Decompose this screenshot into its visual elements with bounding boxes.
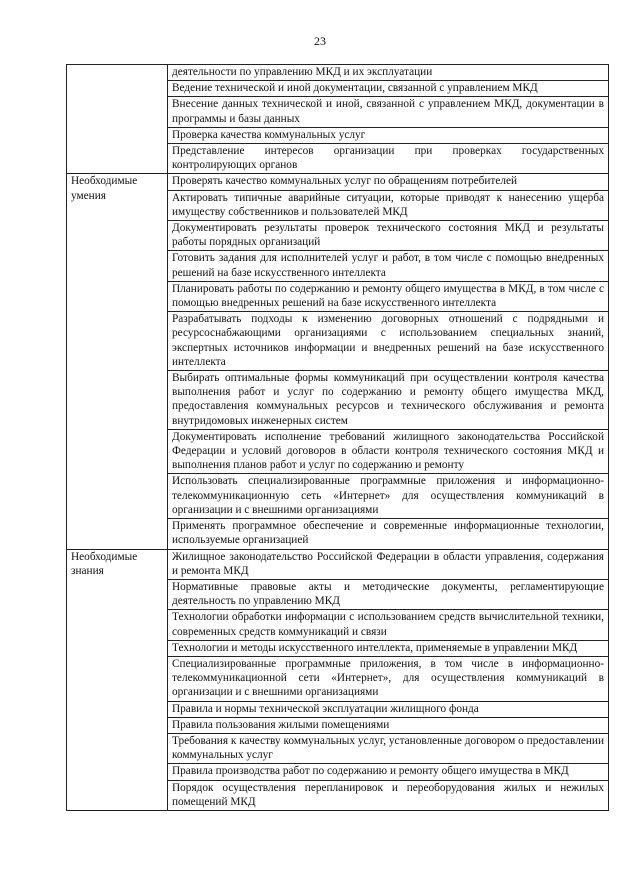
requirement-item: Технологии и методы искусственного интеллекта, применяемые в управлении МКД [168,640,609,656]
requirement-item: Проверка качества коммунальных услуг [168,127,609,143]
requirements-table-body [67,65,609,811]
requirement-item: Правила пользования жилыми помещениями [168,717,609,733]
requirement-item: Порядок осуществления перепланировок и переоборудования жилых и нежилых помещений МКД [168,780,609,810]
requirement-item: Использовать специализированные программные приложения и информационно-телекоммуникационную сеть «Интернет» для осуществления коммуникаций в организации и с внешними организациями [168,474,609,519]
requirement-item: Жилищное законодательство Российской Федерации в области управления, содержания и ремонта МКД [168,549,609,579]
requirement-item: Требования к качеству коммунальных услуг, установленные договором о предоставлении коммунальных услуг [168,733,609,763]
requirement-item: Выбирать оптимальные формы коммуникаций при осуществлении контроля качества выполнения работ и услуг по содержанию и ремонту общего имущества МКД, предоставления коммунальных ресурсов и технического обслуживания и ремонта внутридомовых инженерных систем [168,371,609,430]
requirement-item: Представление интересов организации при проверках государственных контролирующих органов [168,144,609,174]
requirement-item: деятельности по управлению МКД и их эксплуатации [168,65,609,81]
requirement-item: Разрабатывать подходы к изменению договорных отношений с подрядными и ресурсоснабжающими организациями с использованием специальных знаний, экспертных источников информации и внедренных решений на базе искусственного интеллекта [168,312,609,371]
requirement-item: Планировать работы по содержанию и ремонту общего имущества в МКД, в том числе с помощью внедренных решений на базе искусственного интеллекта [168,281,609,311]
requirement-item: Актировать типичные аварийные ситуации, которые приводят к нанесению ущерба имуществу собственников и пользователей МКД [168,190,609,220]
requirement-item: Документировать результаты проверок технического состояния МКД и результаты работы порядных организаций [168,221,609,251]
requirement-item: Готовить задания для исполнителей услуг и работ, в том числе с помощью внедренных решений на базе искусственного интеллекта [168,251,609,281]
page-number: 23 [314,34,326,48]
section-label: Необходимые умения [67,174,168,549]
requirement-item: Документировать исполнение требований жилищного законодательства Российской Федерации и условий договоров в области контроля технического состояния МКД и выполнения планов работ и услуг по содержанию и ремонту [168,429,609,474]
requirement-item: Технологии обработки информации с использованием средств вычислительной техники, современных средств коммуникаций и связи [168,610,609,640]
requirements-table [66,64,609,811]
table-row [67,174,609,190]
requirement-item: Правила производства работ по содержанию и ремонту общего имущества в МКД [168,764,609,780]
section-label: Необходимые знания [67,549,168,810]
requirement-item: Ведение технической и иной документации, связанной с управлением МКД [168,81,609,97]
requirement-item: Нормативные правовые акты и методические документы, регламентирующие деятельность по управлению МКД [168,579,609,609]
table-row [67,65,609,81]
table-row [67,549,609,579]
requirement-item: Проверять качество коммунальных услуг по обращениям потребителей [168,174,609,190]
requirement-item: Специализированные программные приложения, в том числе в информационно-телекоммуникационной сети «Интернет», для осуществления коммуникаций в организации и с внешними организациями [168,656,609,701]
requirement-item: Внесение данных технической и иной, связанной с управлением МКД, документации в программы и базы данных [168,97,609,127]
requirement-item: Правила и нормы технической эксплуатации жилищного фонда [168,701,609,717]
requirement-item: Применять программное обеспечение и современные информационные технологии, используемые организацией [168,519,609,549]
section-label [67,65,168,174]
